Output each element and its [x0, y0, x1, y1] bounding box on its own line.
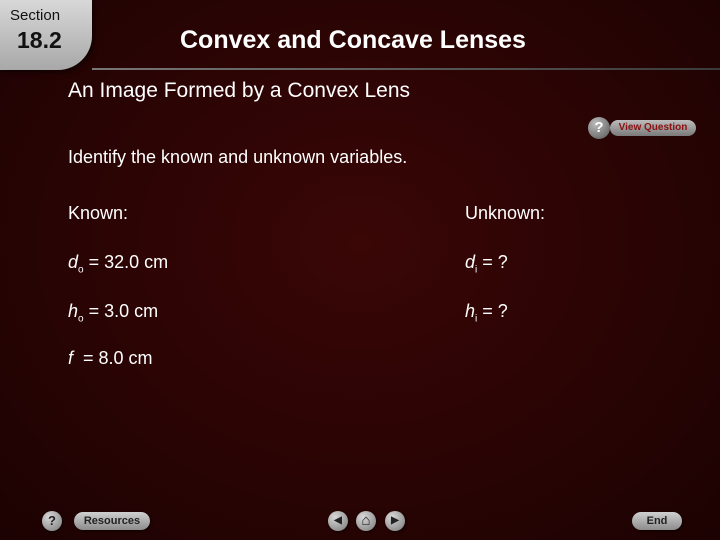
unknown-heading: Unknown:	[465, 203, 546, 223]
view-question-label: View Question	[610, 120, 696, 136]
next-icon[interactable]: ▶	[385, 511, 405, 531]
unknown-row	[465, 252, 508, 276]
instruction-text: Identify the known and unknown variables.	[68, 147, 408, 167]
known-row	[68, 301, 158, 325]
slide-subtitle: An Image Formed by a Convex Lens	[68, 79, 411, 102]
known-heading: Known:	[68, 203, 129, 223]
help-icon[interactable]: ?	[42, 511, 62, 531]
chapter-title: Convex and Concave Lenses	[180, 26, 526, 54]
variable-symbol: h	[68, 301, 79, 321]
variable-subscript: o	[78, 264, 84, 276]
variable-symbol: d	[465, 252, 476, 272]
section-number: 18.2	[17, 27, 62, 53]
variable-value: = 8.0 cm	[73, 348, 153, 368]
end-button[interactable]: End	[632, 512, 682, 530]
previous-icon[interactable]: ◀	[328, 511, 348, 531]
question-icon: ?	[588, 117, 610, 139]
section-tab	[0, 0, 92, 70]
variable-subscript: o	[78, 313, 84, 325]
known-row	[68, 252, 168, 276]
variable-value: = ?	[477, 301, 508, 321]
variable-value: = ?	[477, 252, 508, 272]
variable-symbol: d	[68, 252, 79, 272]
view-question-button[interactable]	[588, 117, 700, 139]
bottom-nav-bar	[0, 504, 720, 540]
section-label: Section	[10, 7, 61, 24]
variable-symbol: f	[68, 348, 74, 368]
resources-button[interactable]: Resources	[74, 512, 150, 530]
home-icon[interactable]: ⌂	[356, 511, 376, 531]
variable-symbol: h	[465, 301, 476, 321]
variable-subscript: i	[475, 264, 478, 276]
known-row	[68, 348, 153, 369]
title-bar	[92, 0, 720, 70]
variable-value: = 3.0 cm	[83, 301, 159, 321]
variable-subscript: i	[475, 313, 478, 325]
variable-value: = 32.0 cm	[83, 252, 169, 272]
unknown-row	[465, 301, 508, 325]
